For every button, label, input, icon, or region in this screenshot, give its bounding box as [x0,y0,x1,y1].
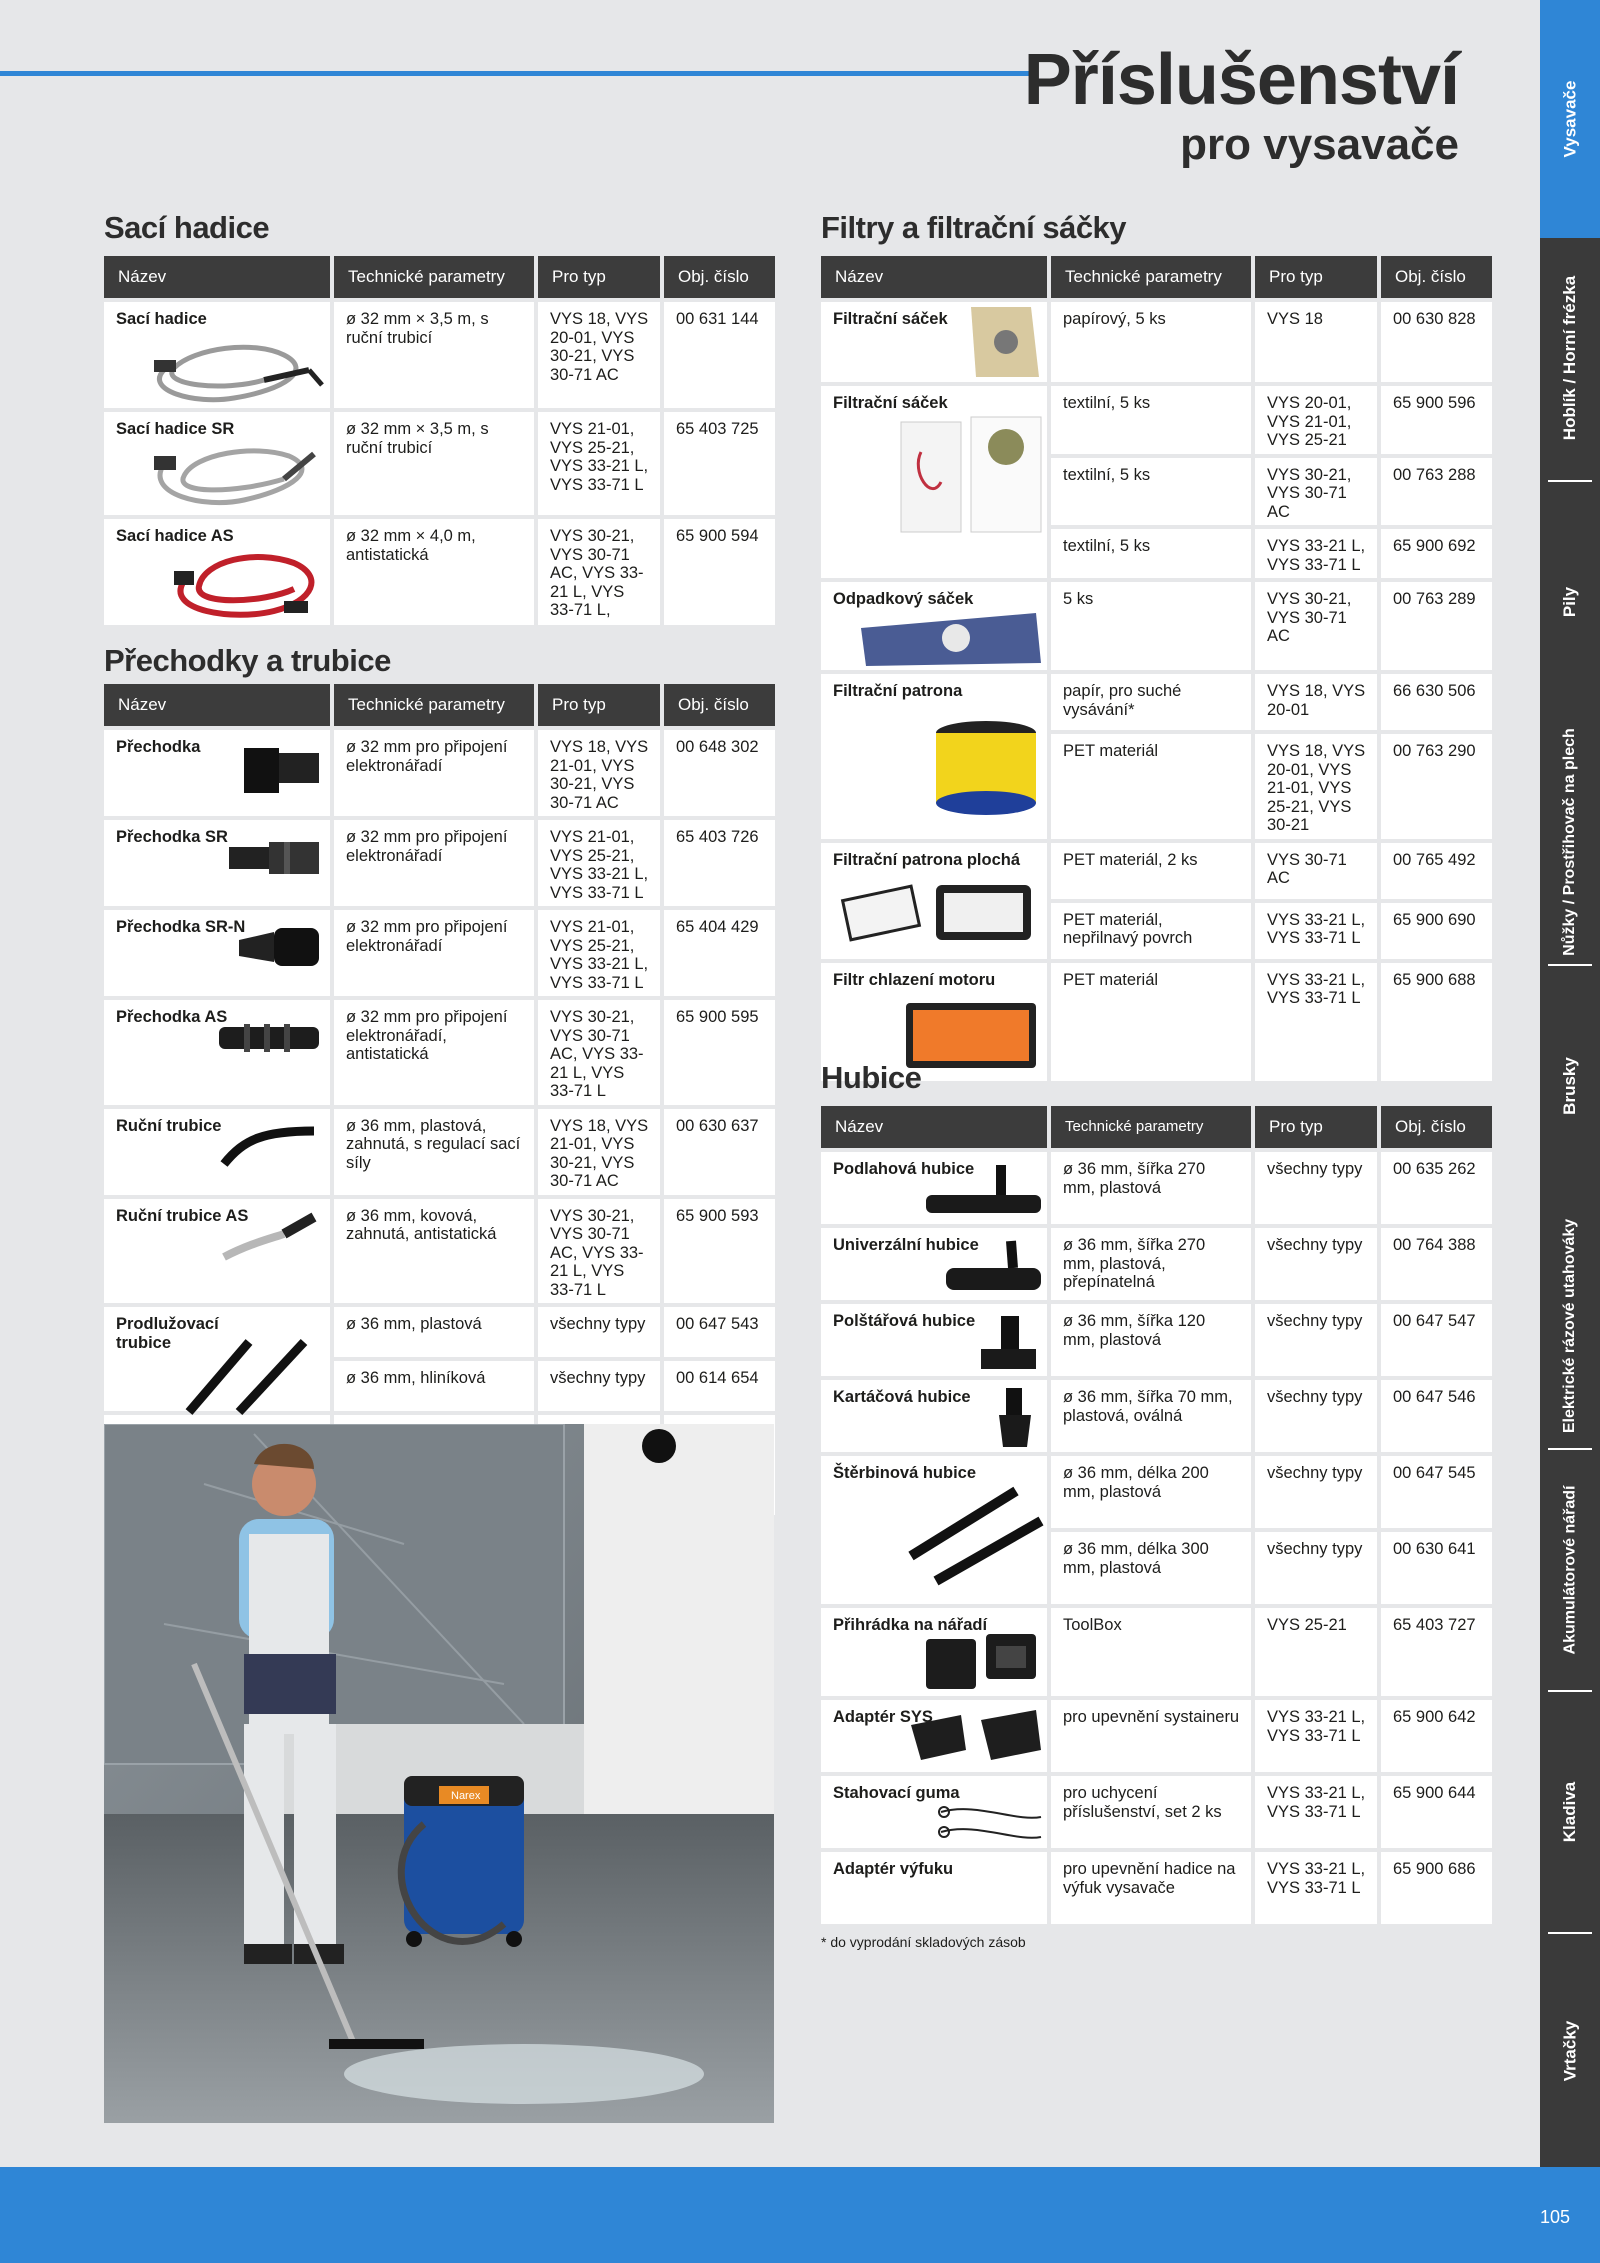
product-code: 65 900 686 [1381,1852,1492,1924]
crevice-nozzle-image [906,1486,1046,1586]
product-name: Filtrační sáček [833,310,948,328]
sidebar-item-pily[interactable] [1540,482,1600,722]
product-params: ø 36 mm, délka 300 mm, plastová [1051,1532,1251,1604]
col-params: Technické parametry [334,684,534,726]
product-name: Filtrační patrona [833,682,963,700]
floor-nozzle-image [921,1160,1046,1222]
adapter-image [234,738,324,798]
product-params: ø 32 mm pro připojení elektronářadí [334,730,534,816]
product-params: PET materiál, 2 ks [1051,843,1251,899]
col-code: Obj. číslo [1381,256,1492,298]
product-name: Filtrační patrona plochá [833,850,1021,869]
table-row [821,1456,1492,1528]
product-code: 00 763 288 [1381,458,1492,526]
hand-tube-as-image [214,1209,324,1264]
product-params: ø 32 mm × 4,0 m, antistatická [334,519,534,625]
table-row [821,1776,1492,1848]
page-number: 105 [1539,2207,1570,2227]
sidebar-item-label: Hoblík / Horní frézka [1560,275,1579,441]
product-type: všechny typy [1255,1304,1377,1376]
product-name: Ruční trubice AS [116,1206,249,1225]
table-row [821,843,1492,899]
category-sidebar [1540,0,1600,2167]
product-type: VYS 33-21 L, VYS 33-71 L [1255,1700,1377,1772]
table-row [104,1307,775,1357]
col-name: Název [104,684,330,726]
product-type: VYS 25-21 [1255,1608,1377,1696]
product-type: všechny typy [1255,1228,1377,1300]
page-title-line2: pro vysavače [1180,120,1459,169]
sidebar-item-label: Akumulátorové nářadí [1561,1485,1578,1655]
product-code: 65 900 644 [1381,1776,1492,1848]
col-type: Pro typ [538,684,660,726]
product-type: VYS 33-21 L, VYS 33-71 L [1255,963,1377,1081]
product-type: všechny typy [538,1307,660,1357]
filter-cartridge-image [931,718,1041,818]
col-params: Technické parametry [334,256,534,298]
product-code: 00 631 144 [664,302,775,408]
product-type: VYS 18, VYS 21-01, VYS 30-21, VYS 30-71 AC [538,1109,660,1195]
sidebar-item-label: Pily [1560,586,1579,618]
product-params: textilní, 5 ks [1051,386,1251,454]
product-code: 65 900 595 [664,1000,775,1105]
table-row [104,412,775,515]
table-header [821,1106,1492,1148]
page-title [1024,40,1459,170]
product-code: 00 763 290 [1381,734,1492,839]
product-params: ø 36 mm, plastová, zahnutá, s regulací sací síly [334,1109,534,1195]
product-type: VYS 30-21, VYS 30-71 AC, VYS 33-21 L, VYS 33-71 L [538,1199,660,1304]
product-params: PET materiál [1051,734,1251,839]
product-params: PET materiál [1051,963,1251,1081]
upholstery-nozzle-image [976,1314,1041,1374]
product-params: pro uchycení příslušenství, set 2 ks [1051,1776,1251,1848]
product-code: 65 900 594 [664,519,775,625]
col-type: Pro typ [1255,1106,1377,1148]
product-type: všechny typy [1255,1380,1377,1452]
product-code: 00 763 289 [1381,582,1492,670]
product-name: Podlahová hubice [833,1160,975,1178]
sidebar-item-vysavace[interactable] [1540,0,1600,238]
table-header [821,256,1492,298]
col-params: Technické parametry [1051,256,1251,298]
section-title-filters: Filtry a filtrační sáčky [821,210,1127,245]
product-type: VYS 33-21 L, VYS 33-71 L [1255,529,1377,578]
sidebar-item-akumulatorove[interactable] [1540,1450,1600,1690]
product-code: 65 900 690 [1381,903,1492,959]
table-row [821,1228,1492,1300]
product-params: ø 32 mm pro připojení elektronářadí, antistatická [334,1000,534,1105]
product-params: textilní, 5 ks [1051,458,1251,526]
product-code: 00 648 302 [664,730,775,816]
product-code: 65 900 642 [1381,1700,1492,1772]
product-params: ø 36 mm, šířka 120 mm, plastová [1051,1304,1251,1376]
product-name: Sací hadice AS [116,527,234,545]
product-type: všechny typy [1255,1456,1377,1528]
product-type: všechny typy [1255,1532,1377,1604]
sidebar-item-label: Brusky [1559,1057,1579,1115]
adapter-as-image [214,1012,324,1062]
product-params: pro upevnění hadice na výfuk vysavače [1051,1852,1251,1924]
sidebar-item-hoblik[interactable] [1540,238,1600,478]
product-code: 65 900 688 [1381,963,1492,1081]
product-code: 65 404 429 [664,910,775,996]
product-params: 5 ks [1051,582,1251,670]
product-type: VYS 21-01, VYS 25-21, VYS 33-21 L, VYS 33-71 L [538,412,660,515]
table-row [821,1852,1492,1924]
table-row [104,1000,775,1105]
toolbox-image [921,1634,1046,1694]
product-code: 00 764 388 [1381,1228,1492,1300]
product-type: VYS 30-21, VYS 30-71 AC [1255,582,1377,670]
product-name: Odpadkový sáček [833,590,974,608]
footnote: * do vyprodání skladových zásob [821,1934,1026,1950]
col-code: Obj. číslo [664,684,775,726]
table-row [821,302,1492,382]
table-row [104,730,775,816]
product-params: ø 32 mm × 3,5 m, s ruční trubicí [334,302,534,408]
product-name: Stahovací guma [833,1784,960,1802]
suction-hose-sr-image [144,434,324,512]
col-name: Název [104,256,330,298]
product-params: ø 32 mm pro připojení elektronářadí [334,820,534,906]
product-params: ø 32 mm pro připojení elektronářadí [334,910,534,996]
product-code: 65 900 596 [1381,386,1492,454]
table-row [104,302,775,408]
table-filters [817,252,1496,1085]
sys-adapter-image [906,1705,1046,1767]
adapter-sr-image [224,832,324,882]
bungee-cord-image [936,1802,1046,1847]
sidebar-item-label: Vysavače [1560,80,1580,158]
table-row [821,1380,1492,1452]
product-type: VYS 30-21, VYS 30-71 AC [1255,458,1377,526]
motor-filter-image [901,998,1041,1073]
table-header [104,256,775,298]
paper-filter-bag-image [961,302,1046,382]
product-code: 00 630 828 [1381,302,1492,382]
product-name: Filtrační sáček [833,394,948,412]
product-params: ø 36 mm, šířka 270 mm, plastová [1051,1152,1251,1224]
table-row [104,519,775,625]
product-params: PET materiál, nepřilnavý povrch [1051,903,1251,959]
table-row [104,820,775,906]
product-name: Štěrbinová hubice [833,1464,977,1482]
product-code: 00 647 543 [664,1307,775,1357]
product-name: Polštářová hubice [833,1312,976,1330]
table-row [821,1608,1492,1696]
col-code: Obj. číslo [1381,1106,1492,1148]
adapter-sr-n-image [234,920,324,975]
product-name: Prodlužovací trubice [116,1315,219,1352]
header-rule [0,71,1034,76]
product-type: VYS 33-21 L, VYS 33-71 L [1255,1776,1377,1848]
product-params: ø 36 mm, kovová, zahnutá, antistatická [334,1199,534,1304]
product-code: 65 900 593 [664,1199,775,1304]
table-hoses [100,252,779,629]
product-code: 65 403 725 [664,412,775,515]
table-row [821,1152,1492,1224]
product-params: ø 32 mm × 3,5 m, s ruční trubicí [334,412,534,515]
product-code: 00 630 637 [664,1109,775,1195]
product-name: Filtr chlazení motoru [833,970,996,989]
sidebar-item-utahovaky[interactable] [1540,1206,1600,1446]
product-code: 65 403 727 [1381,1608,1492,1696]
product-name: Sací hadice [116,310,207,328]
product-type: VYS 18, VYS 20-01 [1255,674,1377,730]
sidebar-item-label: Nůžky / Prostřihovač na plech [1561,728,1578,956]
product-code: 00 647 547 [1381,1304,1492,1376]
sidebar-item-label: Kladiva [1560,1781,1580,1843]
product-params: pro upevnění systaineru [1051,1700,1251,1772]
hand-tube-image [214,1119,324,1174]
extension-tube-image [179,1337,324,1417]
product-type: VYS 33-21 L, VYS 33-71 L [1255,1852,1377,1924]
table-adapters [100,680,779,1519]
table-row [821,674,1492,730]
sidebar-item-label: Elektrické rázové utahováky [1561,1218,1578,1434]
suction-hose-as-image [164,541,324,623]
product-type: VYS 33-21 L, VYS 33-71 L [1255,903,1377,959]
product-code: 00 647 546 [1381,1380,1492,1452]
section-title-adapters: Přechodky a trubice [104,643,391,678]
col-name: Název [821,1106,1047,1148]
brush-nozzle-image [991,1385,1041,1450]
col-name: Název [821,256,1047,298]
product-name: Sací hadice SR [116,420,235,438]
product-params: textilní, 5 ks [1051,529,1251,578]
product-name: Přechodka SR-N [116,918,246,936]
table-row [821,963,1492,1081]
table-header [104,684,775,726]
col-params: Technické parametry [1051,1106,1251,1148]
sidebar-item-vrtacky[interactable] [1540,1934,1600,2167]
product-code: 65 900 692 [1381,529,1492,578]
table-row [821,582,1492,670]
col-type: Pro typ [538,256,660,298]
table-row [821,386,1492,454]
product-type: VYS 18, VYS 21-01, VYS 30-21, VYS 30-71 AC [538,730,660,816]
product-type: VYS 18, VYS 20-01, VYS 21-01, VYS 25-21, VYS 30-21 [1255,734,1377,839]
product-code: 66 630 506 [1381,674,1492,730]
product-code: 00 647 545 [1381,1456,1492,1528]
product-type: VYS 18 [1255,302,1377,382]
table-row [104,1109,775,1195]
product-name: Ruční trubice [116,1116,222,1135]
product-name: Adaptér výfuku [833,1860,954,1878]
sidebar-item-nuzky[interactable] [1540,722,1600,962]
vacuum-photo-illustration [104,1424,774,2123]
col-type: Pro typ [1255,256,1377,298]
product-photo [104,1424,774,2123]
product-params: ø 36 mm, hliníková [334,1361,534,1411]
section-title-hoses: Sací hadice [104,210,270,245]
brand-label: Narex [451,1790,481,1802]
flat-filter-image [836,873,1046,948]
product-code: 65 403 726 [664,820,775,906]
product-type: VYS 18, VYS 20-01, VYS 30-21, VYS 30-71 AC [538,302,660,408]
footer-bar [0,2167,1600,2263]
product-params: ø 36 mm, šířka 270 mm, plastová, přepínatelná [1051,1228,1251,1300]
table-row [104,910,775,996]
product-params: papír, pro suché vysávání* [1051,674,1251,730]
waste-bag-image [856,608,1046,670]
product-name: Přihrádka na nářadí [833,1616,988,1634]
product-type: všechny typy [538,1361,660,1411]
product-type: VYS 21-01, VYS 25-21, VYS 33-21 L, VYS 33-71 L [538,820,660,906]
product-params: papírový, 5 ks [1051,302,1251,382]
page-title-line1: Příslušenství [1023,40,1459,120]
product-type: všechny typy [1255,1152,1377,1224]
table-row [821,1304,1492,1376]
col-code: Obj. číslo [664,256,775,298]
product-name: Přechodka SR [116,828,228,846]
product-name: Adaptér SYS [833,1708,933,1726]
product-name: Kartáčová hubice [833,1388,971,1406]
product-code: 00 635 262 [1381,1152,1492,1224]
product-params: ø 36 mm, šířka 70 mm, plastová, oválná [1051,1380,1251,1452]
product-params: ø 36 mm, plastová [334,1307,534,1357]
section-title-nozzles: Hubice [821,1060,922,1095]
sidebar-item-kladiva[interactable] [1540,1692,1600,1932]
product-type: VYS 30-21, VYS 30-71 AC, VYS 33-21 L, VYS 33-71 L [538,1000,660,1105]
table-nozzles [817,1102,1496,1928]
product-name: Univerzální hubice [833,1236,979,1254]
product-code: 00 765 492 [1381,843,1492,899]
product-type: VYS 30-21, VYS 30-71 AC, VYS 33-21 L, VYS 33-71 L, [538,519,660,625]
product-name: Přechodka [116,738,201,756]
universal-nozzle-image [941,1238,1046,1298]
product-name: Přechodka AS [116,1008,228,1026]
product-code: 00 630 641 [1381,1532,1492,1604]
product-type: VYS 30-71 AC [1255,843,1377,899]
sidebar-item-brusky[interactable] [1540,966,1600,1206]
product-params: ø 36 mm, délka 200 mm, plastová [1051,1456,1251,1528]
product-params: ToolBox [1051,1608,1251,1696]
table-row [821,1700,1492,1772]
product-code: 00 614 654 [664,1361,775,1411]
suction-hose-image [134,330,324,405]
sidebar-item-label: Vrtačky [1560,2020,1579,2081]
product-type: VYS 21-01, VYS 25-21, VYS 33-21 L, VYS 33-71 L [538,910,660,996]
table-row [104,1199,775,1304]
product-type: VYS 20-01, VYS 21-01, VYS 25-21 [1255,386,1377,454]
textile-filter-bag-image [891,412,1046,542]
